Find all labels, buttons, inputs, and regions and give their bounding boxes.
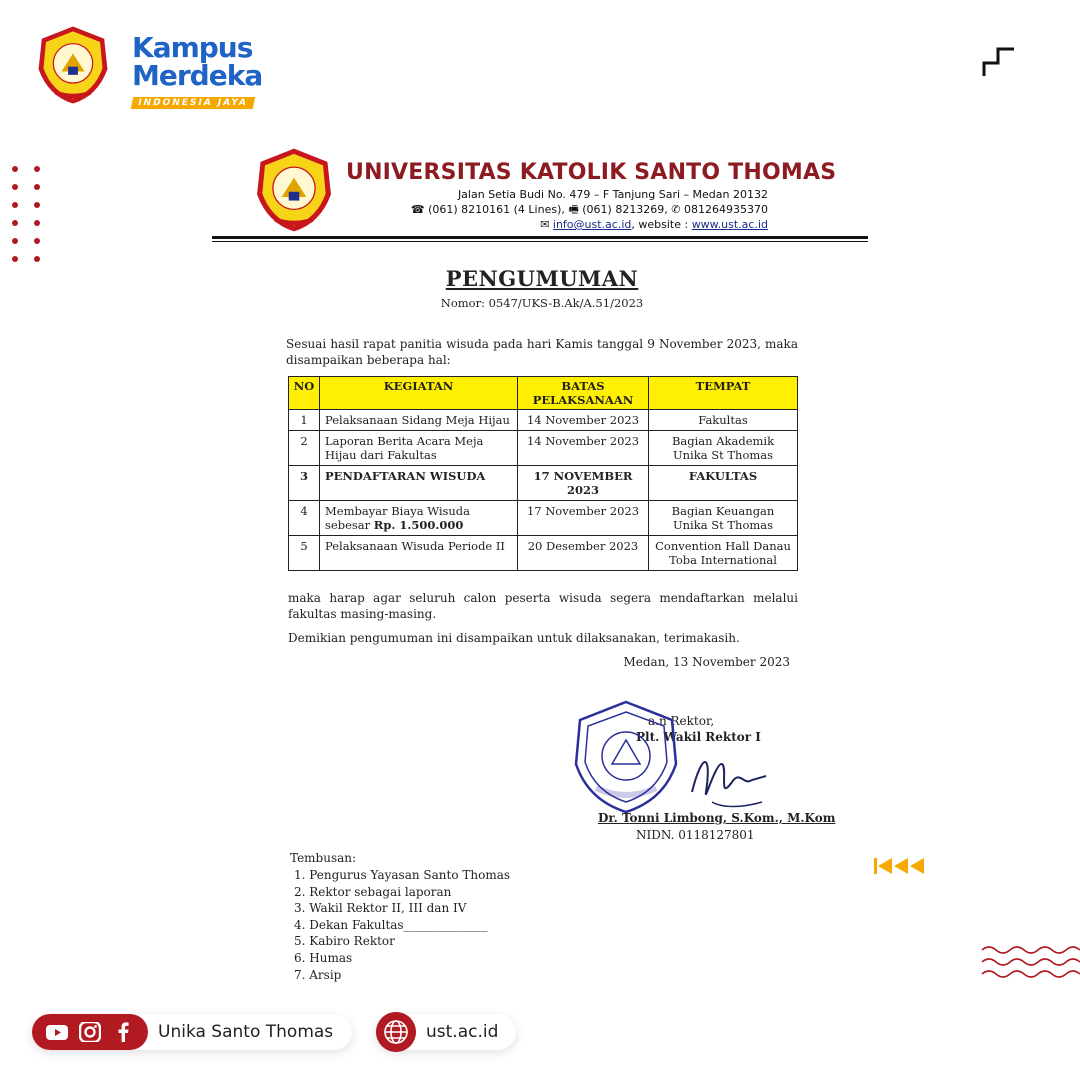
row-batas: 17 November 2023 xyxy=(518,501,649,536)
list-item: 5. Kabiro Rektor xyxy=(294,934,395,949)
announcement-number: Nomor: 0547/UKS-B.Ak/A.51/2023 xyxy=(440,296,644,310)
row-no: 4 xyxy=(289,501,320,536)
list-item: 3. Wakil Rektor II, III dan IV xyxy=(294,901,467,916)
merdeka-text: Merdeka xyxy=(132,59,263,92)
row-kegiatan-text: Membayar Biaya Wisuda sebesar xyxy=(325,504,471,532)
facebook-icon[interactable] xyxy=(112,1022,134,1042)
row-batas: 14 November 2023 xyxy=(518,410,649,431)
signer-nidn: NIDN. 0118127801 xyxy=(636,828,755,842)
header-no: NO xyxy=(289,377,320,410)
university-logo xyxy=(32,24,114,106)
handwritten-signature xyxy=(682,742,772,812)
row-kegiatan xyxy=(320,501,518,536)
letterhead-phones: ☎ (061) 8210161 (4 Lines), 🖷 (061) 8213269, ✆ 081264935370 xyxy=(410,203,768,216)
list-item: 7. Arsip xyxy=(294,967,342,982)
globe-icon xyxy=(376,1012,416,1052)
closing-thanks: Demikian pengumuman ini disampaikan untuk dilaksanakan, terimakasih. xyxy=(288,631,740,645)
row-tempat: Bagian Akademik Unika St Thomas xyxy=(649,431,798,466)
row-no: 3 xyxy=(289,466,320,501)
row-no: 1 xyxy=(289,410,320,431)
letterhead-rule xyxy=(212,236,868,239)
youtube-icon[interactable] xyxy=(46,1022,68,1042)
row-no: 2 xyxy=(289,431,320,466)
letterhead-contact: ✉ info@ust.ac.id, website : www.ust.ac.id xyxy=(540,218,768,231)
table-row xyxy=(289,410,798,431)
row-kegiatan: Laporan Berita Acara Meja Hijau dari Fakultas xyxy=(320,431,518,466)
kampus-text: Kampus xyxy=(132,31,253,64)
row-tempat: Convention Hall Danau Toba International xyxy=(649,536,798,571)
list-item: 1. Pengurus Yayasan Santo Thomas xyxy=(294,868,511,882)
letterhead-rule-thin xyxy=(212,241,868,242)
social-icons-group xyxy=(32,1014,148,1050)
announcement-letter xyxy=(212,140,872,982)
corner-bracket-icon xyxy=(982,46,1014,76)
header-kegiatan: KEGIATAN xyxy=(320,377,518,410)
header-tempat: TEMPAT xyxy=(649,377,798,410)
tembusan-list xyxy=(294,867,510,982)
row-kegiatan: PENDAFTARAN WISUDA xyxy=(320,466,518,501)
table-row xyxy=(289,501,798,536)
announcement-intro: Sesuai hasil rapat panitia wisuda pada hari Kamis tanggal 9 November 2023, maka disampaikan beberapa hal: xyxy=(286,337,798,367)
social-label: Unika Santo Thomas xyxy=(158,1022,334,1042)
website-label: ust.ac.id xyxy=(426,1022,499,1042)
indonesia-jaya-tagline: INDONESIA JAYA xyxy=(131,97,255,109)
decorative-dots xyxy=(10,164,46,268)
letterhead-address: Jalan Setia Budi No. 479 – F Tanjung Sari – Medan 20132 xyxy=(457,188,768,201)
row-tempat: Fakultas xyxy=(649,410,798,431)
table-row xyxy=(289,466,798,501)
row-tempat: FAKULTAS xyxy=(649,466,798,501)
list-item: 2. Rektor sebagai laporan xyxy=(294,884,452,899)
schedule-table xyxy=(288,376,798,571)
letterhead-university-name: UNIVERSITAS KATOLIK SANTO THOMAS xyxy=(346,160,837,185)
website-pill[interactable] xyxy=(376,1014,516,1050)
place-date: Medan, 13 November 2023 xyxy=(623,655,790,669)
letterhead-website-label: , website : xyxy=(631,218,692,231)
row-kegiatan: Pelaksanaan Sidang Meja Hijau xyxy=(320,410,518,431)
letterhead-website: www.ust.ac.id xyxy=(691,218,768,231)
decorative-waves xyxy=(980,944,1080,988)
closing-paragraph: maka harap agar seluruh calon peserta wisuda segera mendaftarkan melalui fakultas masing-masing. xyxy=(288,591,798,621)
row-batas: 14 November 2023 xyxy=(518,431,649,466)
announcement-title: PENGUMUMAN xyxy=(445,266,639,291)
sign-role: Plt. Wakil Rektor I xyxy=(636,730,761,744)
official-stamp xyxy=(568,698,684,816)
row-no: 5 xyxy=(289,536,320,571)
kampus-merdeka-logo xyxy=(132,31,263,109)
instagram-icon[interactable] xyxy=(79,1022,101,1042)
letterhead-address-block xyxy=(411,187,768,232)
rewind-arrows-icon xyxy=(872,856,928,876)
social-media-pill[interactable] xyxy=(32,1014,352,1050)
row-kegiatan: Pelaksanaan Wisuda Periode II xyxy=(320,536,518,571)
list-item: 4. Dekan Fakultas______________ xyxy=(294,917,488,932)
signer-name: Dr. Tonni Limbong, S.Kom., M.Kom xyxy=(598,811,836,825)
list-item: 6. Humas xyxy=(294,950,353,965)
row-batas: 17 NOVEMBER 2023 xyxy=(518,466,649,501)
table-header-row xyxy=(289,377,798,410)
table-row xyxy=(289,431,798,466)
row-tempat: Bagian Keuangan Unika St Thomas xyxy=(649,501,798,536)
header-batas: BATAS PELAKSANAAN xyxy=(518,377,649,410)
tembusan-label: Tembusan: xyxy=(290,851,357,865)
row-kegiatan-amount: Rp. 1.500.000 xyxy=(373,518,464,532)
sign-on-behalf: a.n Rektor, xyxy=(648,714,715,728)
table-row xyxy=(289,536,798,571)
letterhead-email: info@ust.ac.id xyxy=(552,218,632,231)
letterhead-logo xyxy=(250,144,338,236)
row-batas: 20 Desember 2023 xyxy=(518,536,649,571)
